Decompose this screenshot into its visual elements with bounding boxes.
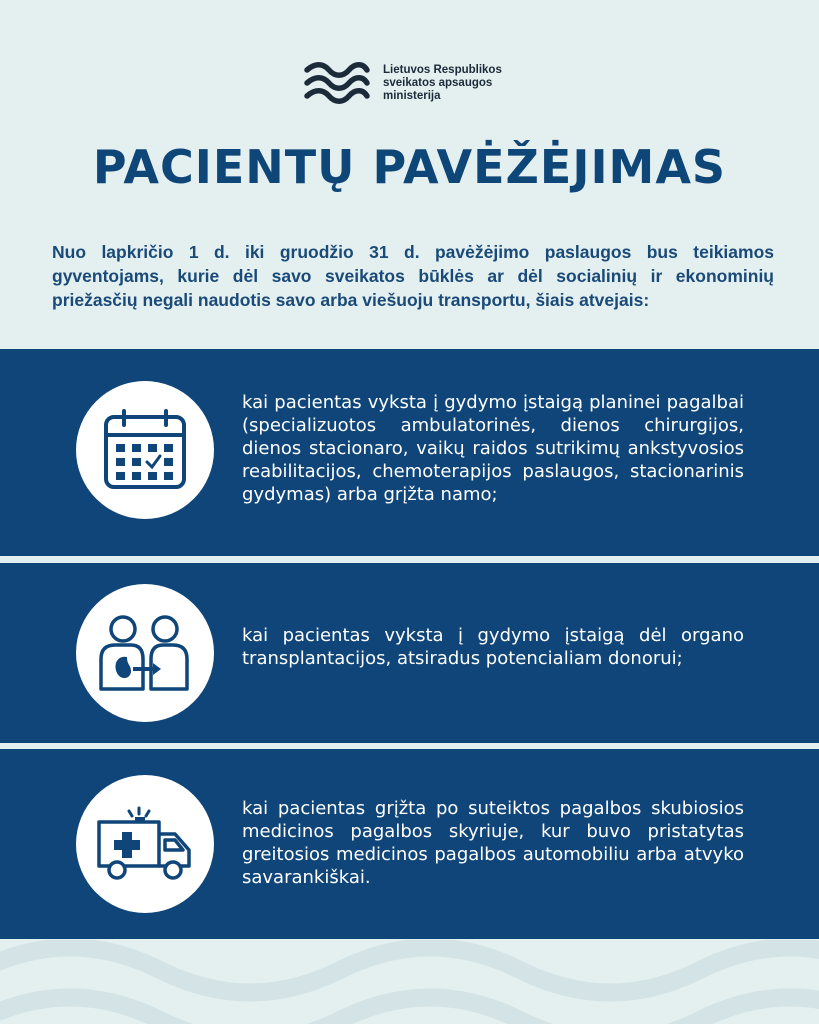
page-title: PACIENTŲ PAVĖŽĖJIMAS bbox=[92, 140, 727, 194]
ministry-name-line-3: ministerija bbox=[383, 89, 441, 102]
ministry-logo bbox=[303, 58, 523, 108]
case-text: kai pacientas vyksta į gydymo įstaigą planinei pagalbai (specializuotos ambulatorinės, dienos chirurgijos, dienos stacionaro, vaikų raidos sutrikimų ankstyvosios reabilitacijos, chemoterapijos paslaugos, stacionarinis gydymas) arba grįžta namo; bbox=[242, 392, 744, 505]
icon-circle bbox=[76, 584, 214, 722]
case-text: kai pacientas vyksta į gydymo įstaigą dėl organo transplantacijos, atsiradus potencialiam donorui; bbox=[242, 625, 744, 669]
ministry-name bbox=[383, 64, 502, 103]
ministry-name-line-1: Lietuvos Respublikos bbox=[383, 63, 502, 76]
intro-text: Nuo lapkričio 1 d. iki gruodžio 31 d. pavėžėjimo paslaugos bus teikiamos gyventojams, kurie dėl savo sveikatos būklės ar dėl socialinių ir ekonominių priežasčių negali naudotis savo arba viešuoju transportu, šiais atvejais: bbox=[52, 242, 774, 310]
case-band-emergency-return bbox=[0, 749, 819, 939]
decorative-wave-pattern bbox=[0, 940, 819, 1024]
ambulance-icon bbox=[95, 804, 195, 884]
calendar-icon bbox=[102, 409, 188, 491]
ministry-emblem-icon bbox=[303, 61, 371, 105]
case-band-planned-care bbox=[0, 349, 819, 556]
icon-circle bbox=[76, 775, 214, 913]
case-text: kai pacientas grįžta po suteiktos pagalbos skubiosios medicinos pagalbos skyriuje, kur buvo pristatytas greitosios medicinos pagalbos automobiliu arba atvyko savarankiškai. bbox=[242, 798, 744, 888]
case-band-organ-transplant bbox=[0, 563, 819, 743]
organ-transplant-icon bbox=[97, 613, 193, 693]
ministry-name-line-2: sveikatos apsaugos bbox=[383, 76, 493, 89]
icon-circle bbox=[76, 381, 214, 519]
